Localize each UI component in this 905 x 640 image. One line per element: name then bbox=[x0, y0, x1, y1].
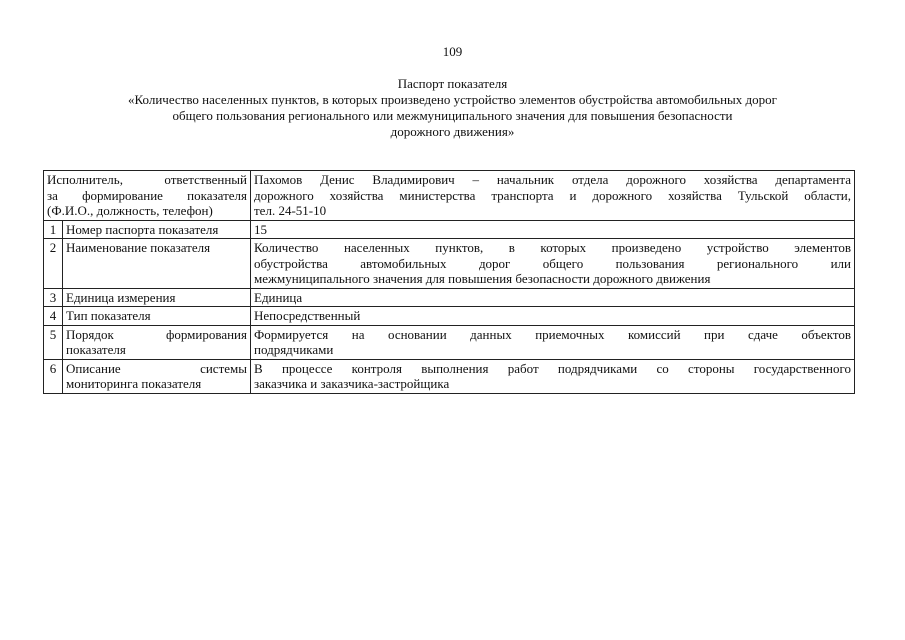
row-label-line: мониторинга показателя bbox=[66, 376, 202, 391]
title-line-3: общего пользования регионального или межмуниципального значения для повышения безопасности bbox=[172, 108, 733, 123]
row-value: Единица bbox=[251, 288, 855, 307]
row-label: Наименование показателя bbox=[63, 239, 251, 289]
table-row bbox=[44, 288, 855, 307]
row-label: Номер паспорта показателя bbox=[63, 220, 251, 239]
row-label: Единица измерения bbox=[63, 288, 251, 307]
responsible-label-line: Исполнитель, ответственный bbox=[47, 172, 247, 187]
table-row bbox=[44, 307, 855, 326]
row-value: Непосредственный bbox=[251, 307, 855, 326]
row-number: 5 bbox=[44, 325, 63, 359]
row-number: 1 bbox=[44, 220, 63, 239]
indicator-passport-table bbox=[43, 170, 855, 394]
title-line-4: дорожного движения» bbox=[390, 124, 515, 139]
row-value-line: заказчика и заказчика-застройщика bbox=[254, 376, 450, 391]
row-value: 15 bbox=[251, 220, 855, 239]
row-value bbox=[251, 325, 855, 359]
table-row-responsible bbox=[44, 171, 855, 221]
row-value-line: В процессе контроля выполнения работ подрядчиками со стороны государственного bbox=[254, 360, 851, 376]
row-label-line: Порядок формирования bbox=[66, 326, 247, 342]
responsible-value-line: тел. 24-51-10 bbox=[254, 203, 327, 218]
row-value bbox=[251, 359, 855, 393]
responsible-label-line: за формирование показателя bbox=[47, 187, 247, 203]
row-number: 4 bbox=[44, 307, 63, 326]
row-label bbox=[63, 325, 251, 359]
row-label-line: показателя bbox=[66, 342, 126, 357]
row-value bbox=[251, 239, 855, 289]
row-value-line: обустройства автомобильных дорог общего пользования регионального или bbox=[254, 255, 851, 271]
row-number: 2 bbox=[44, 239, 63, 289]
title-line-2: «Количество населенных пунктов, в которых произведено устройство элементов обустройства автомобильных дорог bbox=[128, 92, 777, 107]
table-row bbox=[44, 359, 855, 393]
responsible-label-cell bbox=[44, 171, 251, 221]
table-row bbox=[44, 220, 855, 239]
row-label: Тип показателя bbox=[63, 307, 251, 326]
table-row bbox=[44, 239, 855, 289]
responsible-label-line: (Ф.И.О., должность, телефон) bbox=[47, 203, 213, 218]
row-value-line: Количество населенных пунктов, в которых произведено устройство элементов bbox=[254, 240, 851, 255]
row-value-line: подрядчиками bbox=[254, 342, 334, 357]
page-number: 109 bbox=[442, 44, 463, 59]
table-row bbox=[44, 325, 855, 359]
title-line-1: Паспорт показателя bbox=[397, 76, 508, 91]
row-number: 3 bbox=[44, 288, 63, 307]
row-label-line: Описание системы bbox=[66, 360, 247, 376]
responsible-value-line: Пахомов Денис Владимирович – начальник отдела дорожного хозяйства департамента bbox=[254, 172, 851, 187]
row-label bbox=[63, 359, 251, 393]
row-value-line: Формируется на основании данных приемочных комиссий при сдаче объектов bbox=[254, 326, 851, 342]
row-value-line: межмуниципального значения для повышения безопасности дорожного движения bbox=[254, 271, 711, 286]
responsible-value-cell bbox=[251, 171, 855, 221]
row-number: 6 bbox=[44, 359, 63, 393]
responsible-value-line: дорожного хозяйства министерства транспорта и дорожного хозяйства Тульской области, bbox=[254, 187, 851, 203]
document-title bbox=[40, 76, 865, 140]
